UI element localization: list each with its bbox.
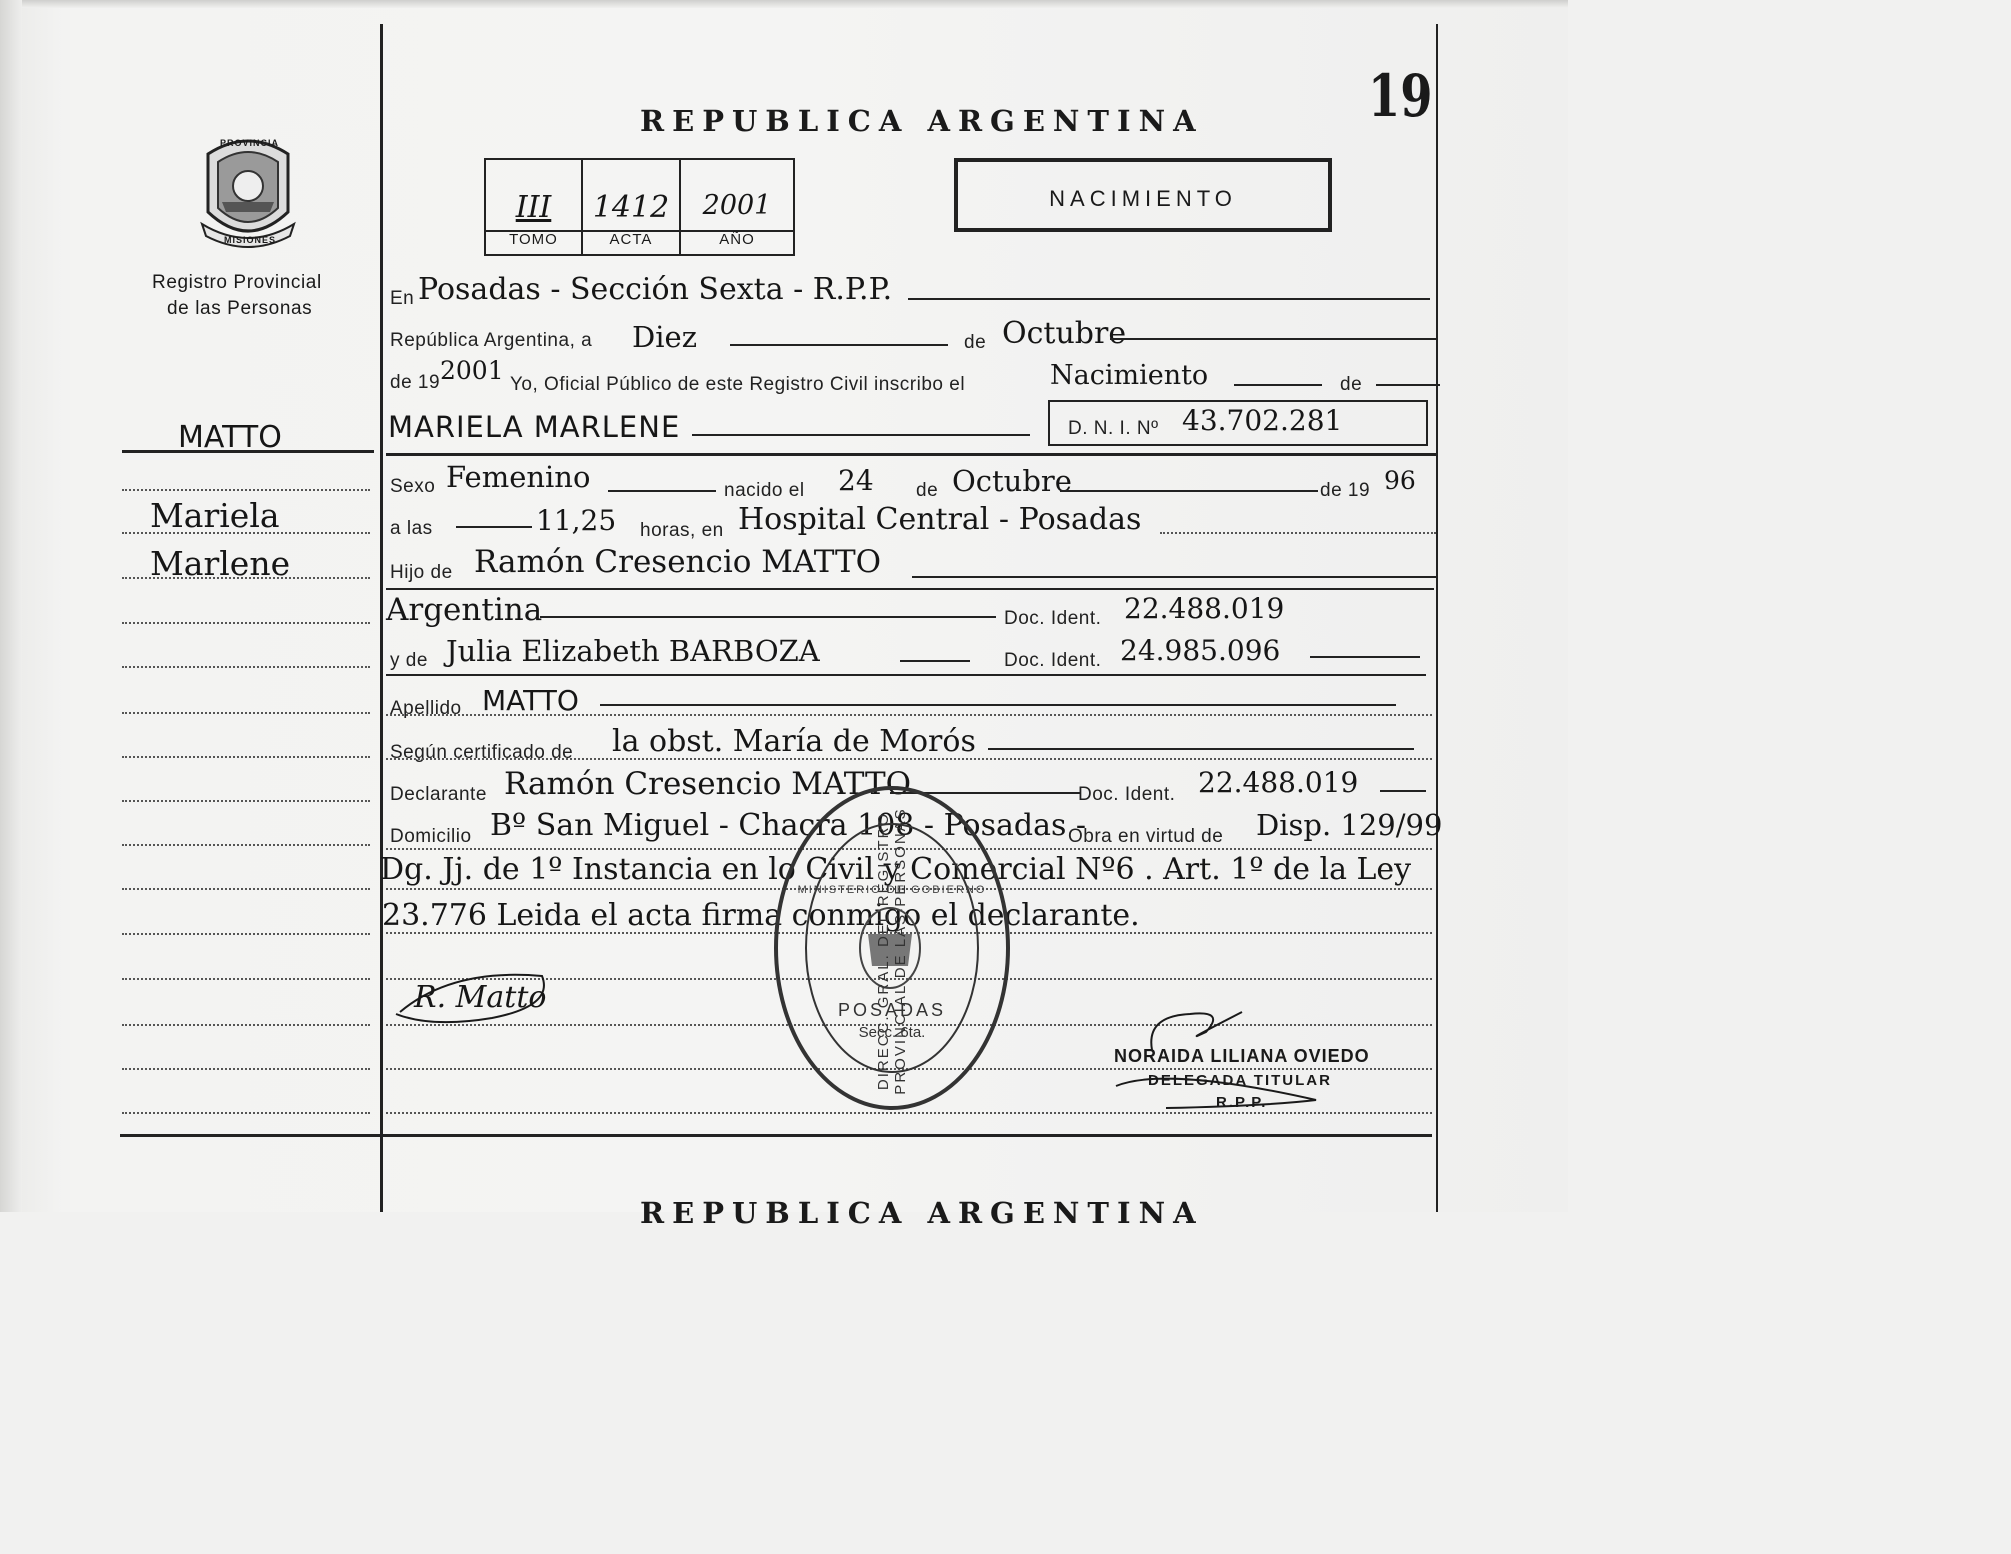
- domicile-value: Bº San Miguel - Chacra 108 - Posadas -: [490, 808, 1087, 843]
- apellido-value: MATTO: [482, 684, 579, 717]
- disp-value: Disp. 129/99: [1256, 808, 1443, 842]
- tomo-cell: [486, 160, 583, 254]
- mother-name: Julia Elizabeth BARBOZA: [446, 634, 820, 668]
- de-label: de: [964, 332, 987, 353]
- right-frame-line: [1436, 24, 1438, 1212]
- margin-given-name-2: Marlene: [150, 544, 291, 583]
- declarant-signature: [392, 966, 554, 1028]
- page-number: 19: [1368, 62, 1433, 130]
- act-end-rule: [1376, 384, 1440, 386]
- sexo-label: Sexo: [390, 476, 436, 497]
- father-name: Ramón Cresencio MATTO: [474, 544, 882, 580]
- margin-dots-13: [122, 1024, 370, 1026]
- margin-dots-7: [122, 756, 370, 758]
- child-name-rule: [692, 434, 1030, 436]
- next-entry-country: REPUBLICA ARGENTINA: [640, 1196, 1204, 1230]
- country-title: REPUBLICA ARGENTINA: [640, 104, 1204, 138]
- margin-dots-11: [122, 933, 370, 935]
- month-rule: [1110, 338, 1436, 340]
- mother-rule: [900, 660, 970, 662]
- alas-rule: [456, 526, 532, 528]
- day-value: Diez: [632, 320, 697, 354]
- registry-name-line1: Registro Provincial: [152, 272, 322, 293]
- acta-value: 1412: [592, 190, 670, 225]
- margin-dots-4: [122, 622, 370, 624]
- sexo-value: Femenino: [446, 460, 591, 494]
- margin-dots-8: [122, 800, 370, 802]
- stamp-outer-text: DIRECC. GRAL. DEL REGISTRO PROVINCIAL DE LAS PERSONAS: [875, 807, 909, 1095]
- official-title: DELEGADA TITULAR: [1148, 1072, 1332, 1089]
- declarant-signature-text: R. Matto: [414, 980, 547, 1015]
- stamp-inner-text: MINISTERIO DE GOBIERNO: [797, 884, 987, 896]
- birth-month-rule: [1060, 490, 1318, 492]
- year-prefix-label: de 19: [390, 372, 441, 393]
- entry-bottom-rule: [120, 1134, 1432, 1137]
- dni-value: 43.702.281: [1182, 404, 1343, 437]
- nacido-label: nacido el: [724, 480, 805, 501]
- father-doc: 22.488.019: [1124, 592, 1285, 625]
- legal-basis-line-1: Dg. Jj. de 1º Instancia en lo Civil y Comercial Nº6 . Art. 1º de la Ley: [380, 852, 1412, 887]
- father-rule: [912, 576, 1436, 578]
- identity-rule: [386, 453, 1436, 456]
- mother-doc: 24.985.096: [1120, 634, 1281, 667]
- en-label: En: [390, 288, 415, 309]
- certificate-value: la obst. María de Morós: [612, 724, 976, 759]
- margin-dots-1: [122, 489, 370, 491]
- acta-label: ACTA: [609, 231, 653, 248]
- record-type: NACIMIENTO: [1049, 186, 1237, 211]
- birth-month: Octubre: [952, 464, 1072, 498]
- stamp-section: Secc. 6ta.: [858, 1024, 926, 1041]
- parents-rule: [386, 674, 1426, 676]
- apellido-dots: [386, 714, 1432, 716]
- official-signature: [1106, 1006, 1436, 1112]
- emblem-bottom-text: MISIONES: [224, 235, 277, 245]
- place-value: Posadas - Sección Sexta - R.P.P.: [418, 272, 893, 307]
- republica-label: República Argentina, a: [390, 330, 593, 351]
- declarante-label: Declarante: [390, 784, 487, 805]
- margin-dots-6: [122, 712, 370, 714]
- birth-place: Hospital Central - Posadas: [738, 502, 1142, 537]
- registry-name-line2: de las Personas: [167, 298, 313, 319]
- anio-value: 2001: [702, 190, 772, 221]
- domicilio-label: Domicilio: [390, 826, 472, 847]
- legal-dots-6: [386, 1112, 1432, 1114]
- margin-dots-9: [122, 844, 370, 846]
- father-nat-rule: [540, 616, 996, 618]
- sexo-rule: [608, 490, 716, 492]
- column-divider: [380, 24, 383, 1212]
- apellido-label: Apellido: [390, 698, 462, 719]
- child-name: MARIELA MARLENE: [388, 410, 681, 444]
- birth-year-label: de 19: [1320, 480, 1371, 501]
- acta-cell: [583, 160, 681, 254]
- yo-statement: Yo, Oficial Público de este Registro Civil inscribo el: [510, 374, 966, 395]
- legal-basis-line-2: 23.776 Leida el acta firma conmigo el declarante.: [382, 898, 1140, 933]
- registry-box: [484, 158, 795, 256]
- anio-cell: [681, 160, 793, 254]
- birth-de-label: de: [916, 480, 939, 501]
- margin-surname: MATTO: [178, 420, 282, 455]
- margin-dots-5: [122, 666, 370, 668]
- birth-place-dots: [1160, 532, 1436, 534]
- mother-doc-label: Doc. Ident.: [1004, 650, 1102, 671]
- hijo-label: Hijo de: [390, 562, 453, 583]
- segun-label: Según certificado de: [390, 742, 574, 763]
- margin-dots-12: [122, 978, 370, 980]
- month-value: Octubre: [1002, 316, 1127, 351]
- hour-value: 11,25: [536, 504, 617, 537]
- mother-doc-rule: [1310, 656, 1420, 658]
- father-under-rule: [386, 588, 1434, 590]
- de-label-2: de: [1340, 374, 1363, 395]
- horas-label: horas, en: [640, 520, 724, 541]
- stamp-city: POSADAS: [837, 1000, 947, 1020]
- certificate-dots: [386, 758, 1432, 760]
- declarant-doc-rule: [1380, 790, 1426, 792]
- certificate-rule: [988, 748, 1414, 750]
- margin-dots-15: [122, 1112, 370, 1114]
- dni-label: D. N. I. Nº: [1068, 418, 1159, 439]
- obra-label: Obra en virtud de: [1068, 826, 1224, 847]
- margin-dots-3: [122, 577, 370, 579]
- alas-label: a las: [390, 518, 433, 539]
- father-nationality: Argentina: [386, 592, 543, 628]
- declarant-doc: 22.488.019: [1198, 766, 1359, 799]
- registry-emblem: [194, 132, 302, 256]
- record-type-box: [954, 158, 1332, 232]
- father-doc-label: Doc. Ident.: [1004, 608, 1102, 629]
- emblem-top-text: PROVINCIA: [220, 138, 280, 148]
- anio-label: AÑO: [719, 231, 755, 248]
- page-left-edge: [0, 0, 22, 1212]
- day-rule: [730, 344, 948, 346]
- page-top-edge: [0, 0, 1568, 8]
- apellido-rule: [600, 704, 1396, 706]
- margin-dots-2: [122, 532, 370, 534]
- tomo-value: III: [515, 190, 552, 225]
- dni-box: [1048, 400, 1428, 446]
- margin-given-name-1: Mariela: [150, 496, 280, 535]
- yde-label: y de: [390, 650, 428, 671]
- place-rule: [908, 298, 1430, 300]
- official-office: R.P.P.: [1216, 1094, 1268, 1111]
- birth-day: 24: [838, 464, 874, 497]
- official-stamp: [772, 784, 1012, 1112]
- official-name: NORAIDA LILIANA OVIEDO: [1114, 1046, 1370, 1066]
- margin-surname-rule: [122, 450, 374, 453]
- year-value: 2001: [440, 356, 504, 385]
- act-rule: [1234, 384, 1322, 386]
- act-value: Nacimiento: [1050, 360, 1209, 391]
- tomo-label: TOMO: [509, 231, 558, 248]
- margin-dots-14: [122, 1068, 370, 1070]
- birth-year: 96: [1384, 466, 1416, 495]
- margin-dots-10: [122, 888, 370, 890]
- declarant-name: Ramón Cresencio MATTO: [504, 766, 912, 802]
- declarant-doc-label: Doc. Ident.: [1078, 784, 1176, 805]
